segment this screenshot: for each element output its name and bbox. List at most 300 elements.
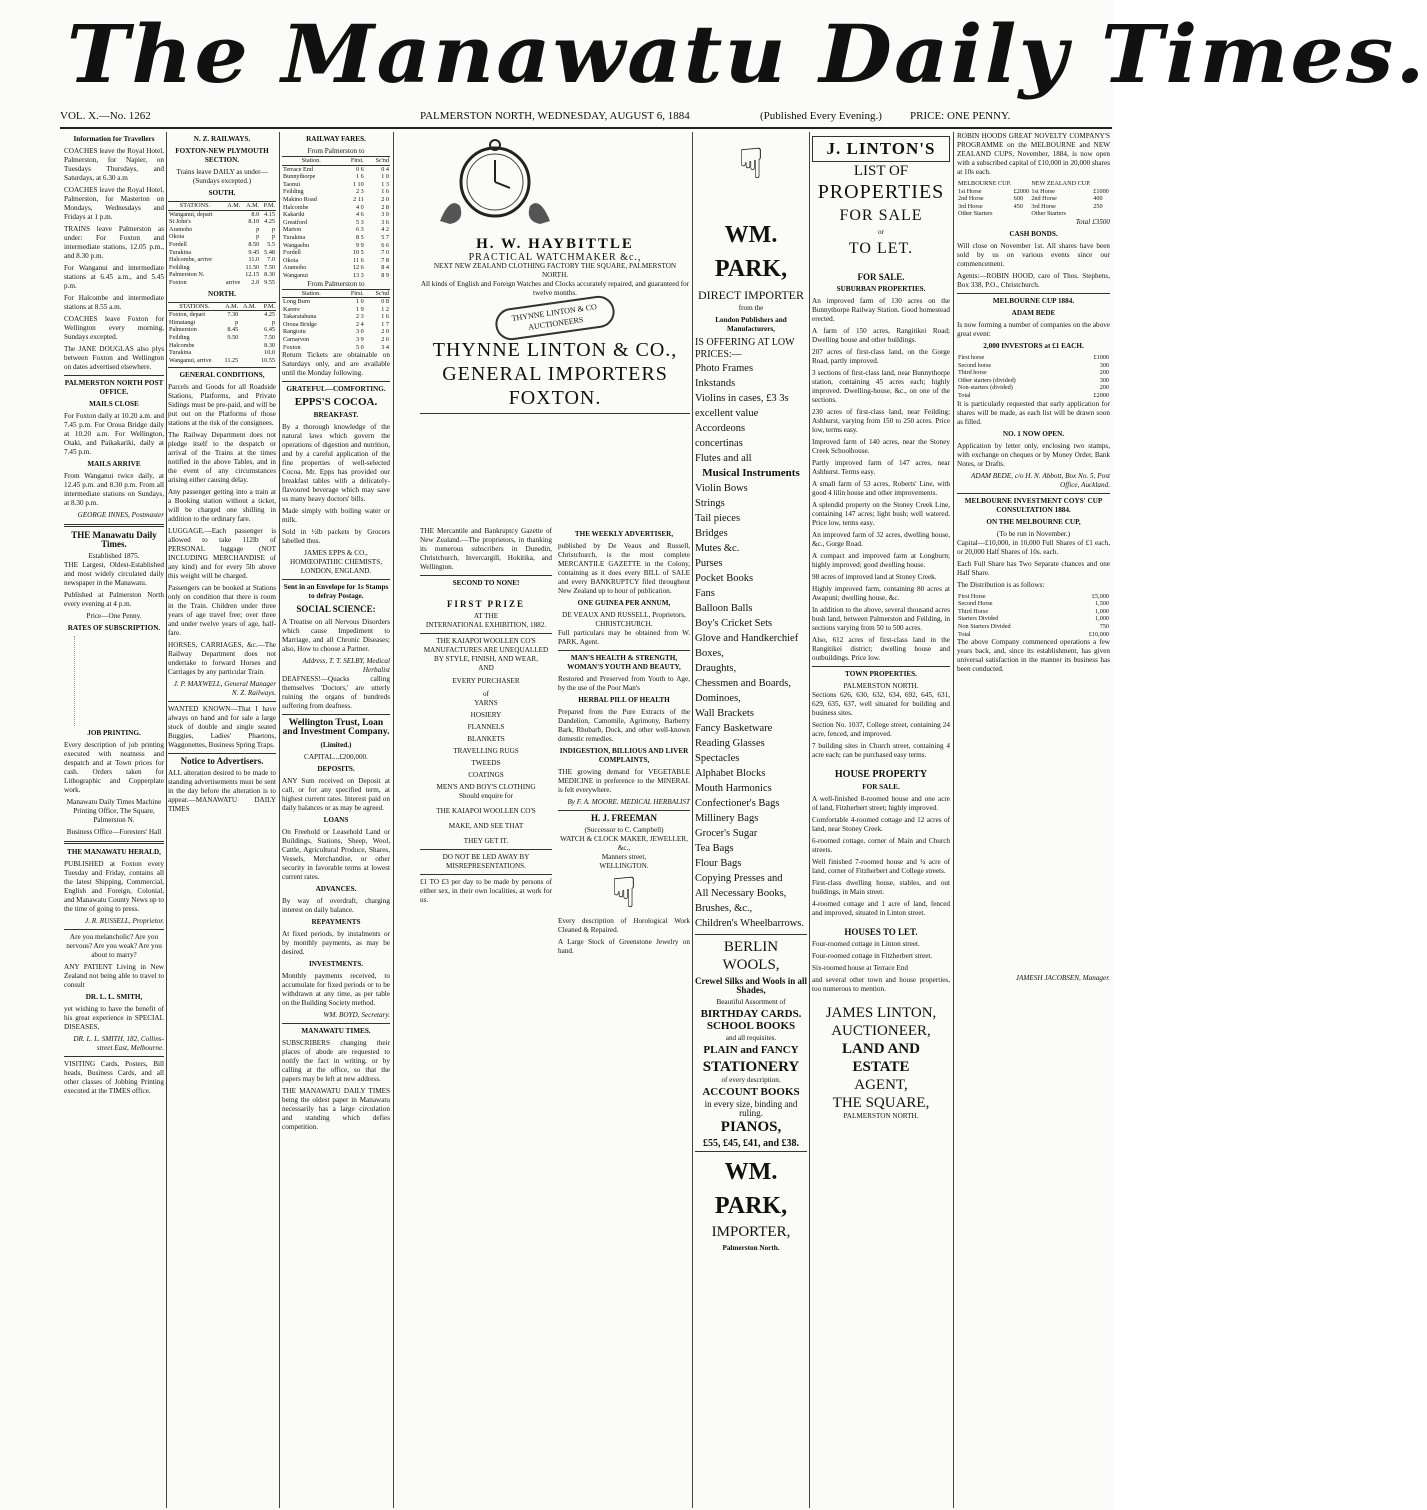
paragraph: Will close on November 1st. All shares have been sold by us on various events since our commencement. bbox=[957, 241, 1110, 268]
column-header: First. bbox=[340, 157, 364, 166]
signature: DR. L. L. SMITH, 182, Collins-street East, Melbourne. bbox=[73, 1035, 164, 1052]
fare-row bbox=[282, 181, 390, 189]
signature: J. R. RUSSELL, Proprietor. bbox=[85, 917, 164, 925]
divider bbox=[168, 367, 276, 368]
table-cell: 3 4 bbox=[381, 343, 389, 351]
paragraph: ALL alteration desired to be made to standing advertisements must be sent in the day before the alteration is to appear.—MANAWATU DAILY TIMES bbox=[168, 769, 276, 814]
paragraph: An improved farm of 130 acres on the Bunnythorpe Railway Station. Good homestead erected. bbox=[812, 297, 950, 323]
table-cell: 1,500 bbox=[1095, 600, 1109, 608]
table-cell bbox=[239, 319, 257, 327]
paragraph: An improved farm of 32 acres, dwelling house, &c., Gorge Road. bbox=[812, 531, 950, 548]
table-cell: Rangiotu bbox=[283, 328, 306, 336]
list-item: Brushes, &c., bbox=[695, 903, 753, 914]
text-and: AND bbox=[478, 664, 494, 672]
paragraph: 98 acres of improved land at Stoney Creek. bbox=[812, 573, 937, 581]
table-cell: Wanganui, arrive bbox=[169, 356, 212, 364]
table-cell bbox=[222, 271, 241, 279]
column-header: Station. bbox=[282, 157, 340, 166]
column-header: A.M. bbox=[239, 302, 257, 311]
fare-row bbox=[282, 211, 390, 219]
table-cell bbox=[239, 357, 257, 365]
heading-freeman: H. J. FREEMAN bbox=[591, 813, 657, 823]
paragraph: Improved farm of 140 acres, near the Stoney Creek Schoolhouse. bbox=[812, 438, 950, 455]
text-clothing: MEN'S AND BOY'S CLOTHING bbox=[436, 783, 536, 791]
heading-on-melbourne-cup: ON THE MELBOURNE CUP, bbox=[986, 517, 1081, 526]
timetable-row bbox=[168, 319, 276, 327]
divider bbox=[558, 810, 690, 811]
list-item: Mouth Harmonics bbox=[695, 783, 772, 794]
column-header: First. bbox=[340, 289, 364, 298]
divider bbox=[282, 381, 390, 382]
table-cell: 1 7 bbox=[381, 320, 389, 328]
heading-mails-close: MAILS CLOSE bbox=[89, 400, 139, 408]
heading-cocoa: EPPS'S COCOA. bbox=[294, 396, 378, 409]
text-street: Manners street, bbox=[601, 853, 647, 861]
table-cell: 7.50 bbox=[264, 333, 275, 341]
table-cell bbox=[222, 256, 241, 264]
table-cell: 0 8 bbox=[381, 298, 389, 306]
heading-section: FOXTON-NEW PLYMOUTH SECTION. bbox=[175, 147, 269, 164]
heading-linton: J. LINTON'S bbox=[812, 136, 950, 162]
text-make: MAKE, AND SEE THAT bbox=[448, 822, 524, 830]
divider bbox=[420, 874, 552, 875]
table-cell: Marton bbox=[283, 226, 302, 234]
table-cell: 10 5 bbox=[352, 249, 364, 257]
paragraph: Every description of job printing executed with neatness and despatch and at Town prices for cash. Orders taken for Lithographic and Copperplate work. bbox=[64, 741, 164, 794]
paragraph: COACHES leave Foxton for Wellington every morning, Sundays excepted. bbox=[64, 315, 164, 341]
place-date: PALMERSTON NORTH, WEDNESDAY, AUGUST 6, 1884 bbox=[420, 110, 690, 122]
paragraph: 230 acres of first-class land, near Feilding; Ashhurst, varying from 150 to 250 acres. Price low, terms easy. bbox=[812, 408, 950, 434]
list-item: Flutes and all bbox=[695, 453, 752, 464]
table-cell: 200 bbox=[1099, 369, 1109, 377]
table-cell: MELBOURNE CUP. bbox=[958, 180, 1011, 187]
table-cell: 2 3 bbox=[355, 313, 364, 321]
table-cell: Foxton bbox=[283, 343, 301, 351]
cup-row bbox=[957, 195, 1110, 203]
table-cell: 2 4 bbox=[355, 320, 364, 328]
fare-row bbox=[282, 234, 390, 242]
rates-table bbox=[74, 636, 154, 726]
price: PRICE: ONE PENNY. bbox=[910, 110, 1011, 122]
heading-school-books: SCHOOL BOOKS bbox=[706, 1020, 796, 1032]
paragraph: Partly improved farm of 147 acres, near Ashhurst. Terms easy. bbox=[812, 459, 950, 476]
column-fares bbox=[282, 132, 390, 1510]
list-item: Tail pieces bbox=[695, 513, 741, 524]
table-cell: Second horse bbox=[958, 361, 992, 369]
paragraph: On Freehold or Leasehold Land or Buildings, Stations, Sheep, Wool, Cattle, Agricultural Produce, Shares, Vessels, Merchandise, or other security in favorable terms at lowest current rates. bbox=[282, 828, 390, 882]
list-item: Dominoes, bbox=[695, 693, 741, 704]
table-cell: 2 11 bbox=[353, 195, 364, 203]
newspaper-title: The Manawatu Daily Times. bbox=[66, 7, 1427, 101]
timetable-row bbox=[168, 279, 276, 287]
paragraph: Manawatu Daily Times Machine Printing Office, The Square, Palmerston N. bbox=[66, 798, 162, 824]
column-sweeps bbox=[957, 132, 1110, 1510]
list-item: excellent value bbox=[695, 408, 759, 419]
paragraph: A Large Stock of Greenstone Jewelry on hand. bbox=[558, 938, 690, 955]
heading-every-purchaser: EVERY PURCHASER bbox=[452, 677, 520, 685]
table-cell: 13 3 bbox=[352, 271, 364, 279]
heading-houses-to-let: HOUSES TO LET. bbox=[844, 927, 918, 937]
fare-row bbox=[282, 219, 390, 227]
table-cell bbox=[239, 349, 257, 357]
list-item: TRAVELLING RUGS bbox=[453, 747, 519, 755]
table-cell: 4 2 bbox=[381, 226, 389, 234]
column-header: Sc'nd bbox=[365, 289, 390, 298]
distribution-row bbox=[957, 608, 1110, 616]
column-header: Sc'nd bbox=[365, 157, 390, 166]
table-cell: 1 6 bbox=[381, 313, 389, 321]
table-cell: arrive bbox=[225, 278, 241, 286]
heading-conditions: GENERAL CONDITIONS, bbox=[179, 371, 265, 380]
list-item: Pocket Books bbox=[695, 573, 754, 584]
table-cell: 2 0 bbox=[381, 195, 389, 203]
divider bbox=[64, 1056, 164, 1057]
list-item: Purses bbox=[695, 558, 723, 569]
table-cell: 12 6 bbox=[352, 264, 364, 272]
fare-row bbox=[282, 264, 390, 272]
goods-list bbox=[420, 699, 552, 780]
signature: JAMESH JACOBSEN, Manager. bbox=[1015, 974, 1110, 983]
paragraph: It is particularly requested that early application for shares will be made, as each list will be drawn soon as filled. bbox=[957, 399, 1110, 426]
table-header-row bbox=[168, 202, 276, 211]
table-cell: p bbox=[271, 318, 275, 326]
table-cell: 4.25 bbox=[264, 311, 275, 319]
table-cell: 8.30 bbox=[264, 271, 275, 279]
table-cell: £10,000 bbox=[1088, 630, 1109, 638]
table-cell: 0 6 bbox=[355, 165, 364, 173]
paragraph: COACHES leave the Royal Hotel, Palmerston, for Napier, on Tuesdays Thursdays, and Saturdays, at 6.30 a.m bbox=[64, 147, 164, 182]
timetable-row bbox=[168, 349, 276, 357]
paragraph: Made simply with boiling water or milk. bbox=[282, 507, 390, 525]
list-item: Chessmen and Boards, bbox=[695, 678, 791, 689]
heading-fares: RAILWAY FARES. bbox=[306, 135, 366, 143]
timetable-row bbox=[168, 357, 276, 365]
table-cell: Feilding bbox=[283, 188, 304, 196]
cup-row bbox=[957, 180, 1110, 188]
table-cell: 4 0 bbox=[355, 203, 364, 211]
masthead bbox=[66, 4, 1427, 104]
table-cell: 300 bbox=[1099, 361, 1109, 369]
table-cell: Karere bbox=[283, 305, 300, 313]
paragraph: LUGGAGE.—Each passenger is allowed to take 112lb of PERSONAL luggage (NOT INCLUDING MERCHANDISE of any kind) and for every 5lb above this weight will be charged. bbox=[168, 527, 276, 581]
paragraph: For Halcombe and intermediate stations at 8.55 a.m. bbox=[64, 294, 164, 311]
heading-indigestion: INDIGESTION, BILLIOUS AND LIVER COMPLAINTS, bbox=[559, 747, 689, 764]
heading-musical: Musical Instruments bbox=[702, 467, 800, 479]
timetable-row bbox=[168, 334, 276, 342]
distribution-row bbox=[957, 593, 1110, 601]
signature: DE VEAUX AND RUSSELL, Proprietors, CHRISTCHURCH. bbox=[562, 611, 686, 628]
heading-now-open: NO. 1 NOW OPEN. bbox=[1002, 429, 1065, 438]
timetable-row bbox=[168, 241, 276, 249]
table-cell bbox=[222, 264, 241, 272]
table-cell bbox=[222, 218, 241, 226]
distribution-row bbox=[957, 623, 1110, 631]
table-cell bbox=[1013, 180, 1031, 188]
table-cell: Bunnythorpe bbox=[283, 173, 316, 181]
heading-agent: AGENT, bbox=[854, 1077, 908, 1093]
table-cell bbox=[239, 334, 257, 342]
table-cell bbox=[1092, 210, 1110, 218]
fare-row bbox=[282, 298, 390, 306]
divider bbox=[64, 524, 164, 527]
table-cell bbox=[239, 311, 257, 319]
list-item: YARNS bbox=[474, 699, 498, 707]
list-item: Spectacles bbox=[695, 753, 740, 764]
table-cell: 2 3 bbox=[355, 188, 364, 196]
heading-pianos: PIANOS, bbox=[720, 1119, 782, 1135]
heading-investment-coys: MELBOURNE INVESTMENT COYS' CUP CONSULTATION 1884. bbox=[964, 496, 1103, 514]
heading-direct-importer: DIRECT IMPORTER bbox=[697, 288, 805, 302]
paragraph: THE KAIAPOI WOOLLEN CO'S MANUFACTURES ARE UNEQUALLED BY STYLE, FINISH, AND WEAR, bbox=[423, 637, 549, 663]
paragraph: Agents:—ROBIN HOOD, care of Thos. Stephens, Box 338, P.O., Christchurch. bbox=[957, 271, 1110, 289]
heading-land-estate: LAND AND ESTATE bbox=[842, 1041, 920, 1075]
fare-row bbox=[282, 173, 390, 181]
table-cell: p bbox=[256, 233, 260, 241]
table-cell bbox=[239, 326, 257, 334]
table-cell bbox=[222, 249, 241, 257]
divider bbox=[64, 375, 164, 376]
list-item: Wall Brackets bbox=[695, 708, 754, 719]
table-cell: 6 6 bbox=[381, 241, 389, 249]
header-rule bbox=[60, 127, 1112, 129]
table-cell: 600 bbox=[1013, 195, 1023, 203]
heading-railways: N. Z. RAILWAYS. bbox=[193, 135, 251, 143]
table-cell: Non Starters Divided bbox=[958, 622, 1011, 630]
paragraph: Every description of Horological Work Cleaned & Repaired. bbox=[558, 917, 690, 934]
list-item: All Necessary Books, bbox=[695, 888, 787, 899]
fare-row bbox=[282, 196, 390, 204]
fare-row bbox=[282, 328, 390, 336]
heading-auctioneer: AUCTIONEER, bbox=[831, 1023, 931, 1039]
heading-birthday: BIRTHDAY CARDS. bbox=[700, 1008, 802, 1020]
heading-herald: THE MANAWATU HERALD, bbox=[67, 848, 161, 856]
table-cell: 7.30 bbox=[227, 311, 239, 319]
paragraph: TRAINS leave Palmerston as under: For Foxton and intermediate stations, 12.05 p.m., and 8.30 p.m. bbox=[64, 225, 164, 260]
table-cell: 2nd Horse bbox=[1031, 195, 1057, 203]
table-cell bbox=[222, 226, 241, 234]
fare-row bbox=[282, 257, 390, 265]
paragraph: By way of overdraft, charging interest on daily balance. bbox=[282, 897, 390, 915]
paragraph: Well finished 7-roomed house and ¼ acre of land, corner of Fitzherbert and College streets. bbox=[812, 858, 950, 875]
table-cell: 9.50 bbox=[227, 333, 239, 341]
list-item: Draughts, bbox=[695, 663, 737, 674]
table-cell: Starters Divided bbox=[958, 615, 999, 623]
fare-row bbox=[282, 272, 390, 280]
paragraph: published by De Veaux and Russell, Christchurch, is the most complete MERCANTILE GAZETTE in the Colony, containing as it does every BILL of SALE and every BANKRUPTCY filed throughout New Zealand up to hour of publication. bbox=[558, 542, 690, 595]
list-item: Balloon Balls bbox=[695, 603, 753, 614]
table-cell: 8.10 bbox=[248, 218, 260, 226]
table-cell: Total bbox=[958, 630, 971, 638]
heading-health: MAN'S HEALTH & STRENGTH, WOMAN'S YOUTH AND BEAUTY, bbox=[567, 654, 681, 671]
column-rule bbox=[393, 132, 394, 1508]
pointing-hand-icon: ☟ bbox=[738, 142, 764, 188]
divider bbox=[282, 1023, 390, 1024]
table-cell: 11.25 bbox=[224, 356, 239, 364]
text-run-november: (To be run in November.) bbox=[996, 529, 1071, 538]
text-of: of bbox=[483, 690, 489, 698]
table-cell: 1 0 bbox=[381, 173, 389, 181]
divider bbox=[812, 666, 950, 667]
list-item: FLANNELS bbox=[467, 723, 505, 731]
paragraph: THE Largest, Oldest-Established and most widely circulated daily newspaper in the Manawatu. bbox=[64, 561, 164, 587]
table-cell: 450 bbox=[1013, 202, 1023, 210]
paragraph: The above Company commenced operations a few years back, and, since its establishment, has given universal satisfaction in the manner its business has been conducted. bbox=[957, 638, 1110, 674]
list-item: Inkstands bbox=[695, 378, 736, 389]
timetable-row bbox=[168, 256, 276, 264]
table-cell: 250 bbox=[1093, 202, 1103, 210]
table-cell: Terrace End bbox=[283, 165, 313, 173]
table-cell: 7 8 bbox=[381, 256, 389, 264]
divider bbox=[282, 579, 390, 580]
paragraph: Comfortable 4-roomed cottage and 12 acres of land, near Stoney Creek. bbox=[812, 816, 950, 833]
divider bbox=[282, 714, 390, 715]
table-cell: 1 3 bbox=[381, 180, 389, 188]
text-at-the: AT THE bbox=[473, 612, 499, 620]
cup-row bbox=[957, 188, 1110, 196]
watch-illustration bbox=[420, 136, 570, 228]
heading-to-let: TO LET. bbox=[848, 240, 914, 257]
heading-for-sale-2: FOR SALE. bbox=[857, 272, 905, 282]
column-rule bbox=[166, 132, 167, 1508]
heading-loans: LOANS bbox=[323, 816, 349, 825]
table-cell: 3rd Horse bbox=[1031, 202, 1056, 210]
paragraph: 7 building sites in Church street, containing 4 acre each; can be purchased easy terms. bbox=[812, 742, 950, 759]
table-cell: 3 9 bbox=[355, 336, 364, 344]
column-rule bbox=[279, 132, 280, 1508]
heading-daily-times: THE Manawatu Daily Times. bbox=[71, 530, 157, 549]
divider bbox=[168, 753, 276, 754]
divider bbox=[695, 1151, 807, 1152]
heading-crewel: Crewel Silks and Wools in all Shades, bbox=[695, 976, 807, 995]
paragraph: ROBIN HOODS GREAT NOVELTY COMPANY'S PROGRAMME on the MELBOURNE and NEW ZEALAND CUPS, November, 1884, is now open with a subscribed capital of £10,000 in 20,000 shares at 10s each. bbox=[957, 132, 1110, 176]
heading-thynne-linton: THYNNE LINTON & CO., bbox=[432, 339, 678, 361]
text-from: from the bbox=[738, 304, 764, 312]
timetable-row bbox=[168, 249, 276, 257]
table-cell: 5 3 bbox=[355, 218, 364, 226]
paragraph: Monthly payments received, to accumulate for fixed periods or to be withdrawn at any time, as per table on the Building Society method. bbox=[282, 972, 390, 1008]
distribution-row bbox=[957, 615, 1110, 623]
heading-manawatu-times: MANAWATU TIMES. bbox=[301, 1027, 371, 1036]
cup-row bbox=[957, 203, 1110, 211]
table-cell: Carnarvon bbox=[283, 336, 310, 344]
timetable-row bbox=[168, 210, 276, 218]
heading-weekly-advertiser: THE WEEKLY ADVERTISER, bbox=[574, 530, 674, 538]
table-cell: Third Horse bbox=[958, 607, 989, 615]
table-cell: Feilding bbox=[169, 333, 190, 341]
distribution-row bbox=[957, 600, 1110, 608]
heading-wm-park: WM. PARK, bbox=[714, 222, 788, 282]
table-cell: Okoia bbox=[169, 233, 185, 241]
table-cell: 9.55 bbox=[264, 278, 275, 286]
table-cell: Turakina bbox=[283, 233, 306, 241]
paragraph: VISITING Cards, Posters, Bill heads, Business Cards, and all other classes of Jobbing Printing executed at the TIMES office. bbox=[64, 1060, 164, 1095]
table-cell: p bbox=[256, 225, 260, 233]
column-header: A.M. bbox=[241, 202, 260, 211]
paragraph: The Railway Department does not pledge itself to the despatch or arrival of the Trains at the times notified in the above Tables, and in the event of any circumstances arising either causing delay. bbox=[168, 431, 276, 485]
column-header: A.M. bbox=[222, 202, 241, 211]
paragraph: Are you melancholic? Are you nervous? Are you weak? Are you about to marry? bbox=[66, 933, 162, 959]
timetable-row bbox=[168, 271, 276, 279]
table-header-row bbox=[282, 289, 390, 298]
heading-guinea: ONE GUINEA PER ANNUM, bbox=[577, 599, 671, 607]
paragraph: 3 sections of first-class land, near Bunnythorpe station, containing 45 acres each; highly improved. Dwelling-house, &c., on one of the sections. bbox=[812, 369, 950, 404]
list-item: Tea Bags bbox=[695, 843, 734, 854]
table-cell: Foxton bbox=[169, 278, 187, 286]
paragraph: WANTED KNOWN—That I have always on hand and for sale a large stock of double and single seated Buggies, Ladies' Phaetons, Waggonettes, Business Spring Traps. bbox=[168, 705, 276, 750]
list-item: Boxes, bbox=[695, 648, 724, 659]
heading-the-square: THE SQUARE, bbox=[832, 1095, 930, 1111]
list-item: Violin Bows bbox=[695, 483, 748, 494]
text-total: Total £3500 bbox=[1075, 217, 1110, 226]
table-cell: Okoia bbox=[283, 256, 299, 264]
heading-south: SOUTH. bbox=[208, 189, 236, 197]
distribution-row bbox=[957, 377, 1110, 385]
table-cell: 400 bbox=[1093, 195, 1103, 203]
table-cell: Kakariki bbox=[283, 211, 305, 219]
volume-number: VOL. X.—No. 1262 bbox=[60, 110, 151, 122]
paragraph: Published at Palmerston North every evening at 4 p.m. bbox=[64, 591, 164, 608]
table-cell: 8.50 bbox=[248, 240, 260, 248]
table-cell: 9 9 bbox=[355, 241, 364, 249]
heading-plain-fancy: PLAIN and FANCY bbox=[703, 1044, 799, 1056]
paragraph: Trains leave DAILY as under—(Sundays excepted.) bbox=[176, 168, 268, 185]
cup-row bbox=[957, 210, 1110, 218]
heading-stationery: STATIONERY bbox=[702, 1059, 800, 1075]
table-cell: 8 9 bbox=[381, 271, 389, 279]
text-every-desc: of every description. bbox=[721, 1076, 781, 1084]
heading-envelope: Sent in an Envelope for 1s Stamps to defray Postage. bbox=[283, 583, 389, 601]
table-cell: Wanganui bbox=[283, 271, 308, 279]
table-cell bbox=[239, 342, 257, 350]
table-cell: £2000 bbox=[1013, 187, 1030, 195]
paragraph: At fixed periods, by instalments or by monthly payments, as may be desired. bbox=[282, 930, 390, 957]
heading-social-science: SOCIAL SCIENCE: bbox=[296, 604, 376, 615]
text-enquire: Should enquire for bbox=[459, 792, 513, 800]
list-item: Strings bbox=[695, 498, 725, 509]
subheading: From Palmerston to bbox=[307, 279, 365, 288]
paragraph: A small farm of 53 acres, Roberts' Line, with good 4 lilin house and other improvements. bbox=[812, 480, 950, 497]
timetable-row bbox=[168, 311, 276, 319]
list-item: Children's Wheelbarrows. bbox=[695, 918, 805, 929]
heading-watchmaker: PRACTICAL WATCHMAKER &c., bbox=[468, 252, 642, 263]
column-wm-park bbox=[695, 132, 807, 1510]
distribution-row bbox=[957, 392, 1110, 400]
table-cell: 3rd Horse bbox=[958, 202, 983, 210]
table-cell: 3 0 bbox=[355, 328, 364, 336]
distribution-row bbox=[957, 369, 1110, 377]
table-cell: 4.25 bbox=[264, 218, 275, 226]
text-assortment: Beautiful Assortment of bbox=[716, 998, 786, 1006]
text-requisites: and all requisites. bbox=[725, 1034, 777, 1042]
table-cell: 5.48 bbox=[264, 248, 275, 256]
table-cell: Takaratahuna bbox=[283, 313, 317, 321]
heading-job-printing: JOB PRINTING. bbox=[87, 729, 141, 737]
table-cell: 1 2 bbox=[381, 305, 389, 313]
table-cell: Halcombe bbox=[283, 203, 309, 211]
list-item: Glove and Handkerchief bbox=[695, 633, 799, 644]
paragraph: PUBLISHED at Foxton every Tuesday and Friday, contains all the latest Shipping, Commercial, English and Foreign, Colonial, and Manawatu County News up to the time of going to press. bbox=[64, 860, 165, 913]
table-cell: 1 6 bbox=[355, 173, 364, 181]
heading-mails-arrive: MAILS ARRIVE bbox=[87, 460, 141, 468]
table-header-row bbox=[282, 157, 390, 166]
list-item: Violins in cases, £3 3s bbox=[695, 393, 789, 404]
table-header-row bbox=[168, 302, 276, 311]
heading-james-linton: JAMES LINTON, bbox=[825, 1005, 937, 1021]
subheading: From Palmerston to bbox=[307, 147, 365, 155]
table-cell: 1st Horse bbox=[958, 187, 982, 195]
table-cell: 10.0 bbox=[264, 349, 275, 357]
table-cell: 2 8 bbox=[381, 203, 389, 211]
